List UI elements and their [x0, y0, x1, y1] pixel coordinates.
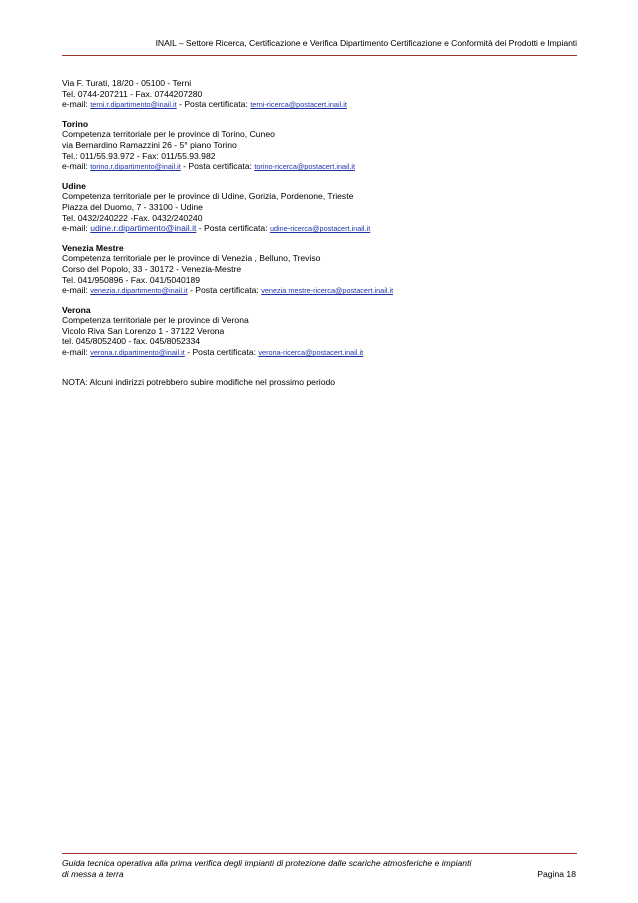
office-venezia-mestre: [62, 243, 577, 297]
footer-title-line2: di messa a terra: [62, 868, 124, 879]
office-phone: Tel. 041/950896 - Fax. 041/5040189: [62, 274, 201, 285]
office-udine: [62, 181, 577, 235]
pec-link[interactable]: terni-ricerca@postacert.inail.it: [250, 100, 347, 110]
office-list: [62, 78, 577, 387]
pec-link[interactable]: torino-ricerca@postacert.inail.it: [254, 162, 355, 172]
office-name: Udine: [62, 180, 86, 191]
pec-label: - Posta certificata:: [187, 285, 262, 296]
office-verona: [62, 305, 577, 359]
office-phone: tel. 045/8052400 - fax. 045/8052334: [62, 336, 201, 347]
office-contacts: [62, 285, 577, 297]
office-phone: Tel. 0744-207211 - Fax. 0744207280: [62, 88, 203, 99]
office-name: Venezia Mestre: [62, 242, 124, 253]
office-competence: Competenza territoriale per le province di Torino, Cuneo: [62, 129, 275, 140]
footer-divider: [62, 853, 577, 854]
email-label: e-mail:: [62, 347, 91, 358]
office-name: Verona: [62, 304, 91, 315]
office-address: Piazza del Duomo, 7 - 33100 - Udine: [62, 201, 203, 212]
email-label: e-mail:: [62, 285, 91, 296]
office-phone: Tel. 0432/240222 -Fax. 0432/240240: [62, 212, 203, 223]
pec-label: - Posta certificata:: [180, 161, 255, 172]
email-label: e-mail:: [62, 161, 91, 172]
note-text: NOTA: Alcuni indirizzi potrebbero subire modifiche nel prossimo periodo: [62, 376, 336, 387]
email-label: e-mail:: [62, 99, 91, 110]
pec-label: - Posta certificata:: [184, 347, 259, 358]
email-link[interactable]: torino.r.dipartimento@inail.it: [90, 162, 181, 172]
office-torino: [62, 119, 577, 173]
page-header: INAIL – Settore Ricerca, Certificazione e Verifica Dipartimento Certificazione e Conformità dei Prodotti e Impianti: [155, 38, 577, 48]
office-phone: Tel.: 011/55.93.972 - Fax: 011/55.93.982: [62, 150, 216, 161]
page-footer: [62, 858, 577, 879]
email-label: e-mail:: [62, 223, 91, 234]
pec-link[interactable]: venezia mestre-ricerca@postacert.inail.it: [261, 286, 394, 296]
office-address: Vicolo Riva San Lorenzo 1 - 37122 Verona: [62, 325, 225, 336]
header-divider: [62, 55, 577, 56]
footer-title-line1: Guida tecnica operativa alla prima verifica degli impianti di protezione dalle scariche atmosferiche e impianti: [62, 858, 472, 868]
office-address: Via F. Turati, 18/20 - 05100 - Terni: [62, 78, 192, 88]
office-terni: [62, 78, 577, 111]
office-contacts: [62, 99, 577, 111]
pec-label: - Posta certificata:: [176, 99, 251, 110]
office-address: via Bernardino Ramazzini 26 - 5° piano Torino: [62, 139, 237, 150]
pec-link[interactable]: udine-ricerca@postacert.inail.it: [269, 224, 371, 234]
office-address: Corso del Popolo, 33 - 30172 - Venezia-Mestre: [62, 263, 242, 274]
office-competence: Competenza territoriale per le province di Udine, Gorizia, Pordenone, Trieste: [62, 191, 354, 202]
office-contacts: [62, 347, 577, 359]
email-link[interactable]: terni.r.dipartimento@inail.it: [90, 100, 177, 110]
pec-link[interactable]: verona-ricerca@postacert.inail.it: [258, 348, 364, 358]
email-link[interactable]: venezia.r.dipartimento@inail.it: [90, 286, 188, 296]
email-link[interactable]: udine.r.dipartimento@inail.it: [90, 223, 197, 234]
office-name: Torino: [62, 118, 89, 129]
office-competence: Competenza territoriale per le province di Verona: [62, 315, 249, 326]
office-contacts: [62, 223, 577, 235]
email-link[interactable]: verona.r.dipartimento@inail.it: [90, 348, 185, 358]
page-number: Pagina 18: [537, 868, 576, 879]
office-contacts: [62, 161, 577, 173]
office-competence: Competenza territoriale per le province di Venezia , Belluno, Treviso: [62, 253, 321, 264]
pec-label: - Posta certificata:: [196, 223, 270, 234]
